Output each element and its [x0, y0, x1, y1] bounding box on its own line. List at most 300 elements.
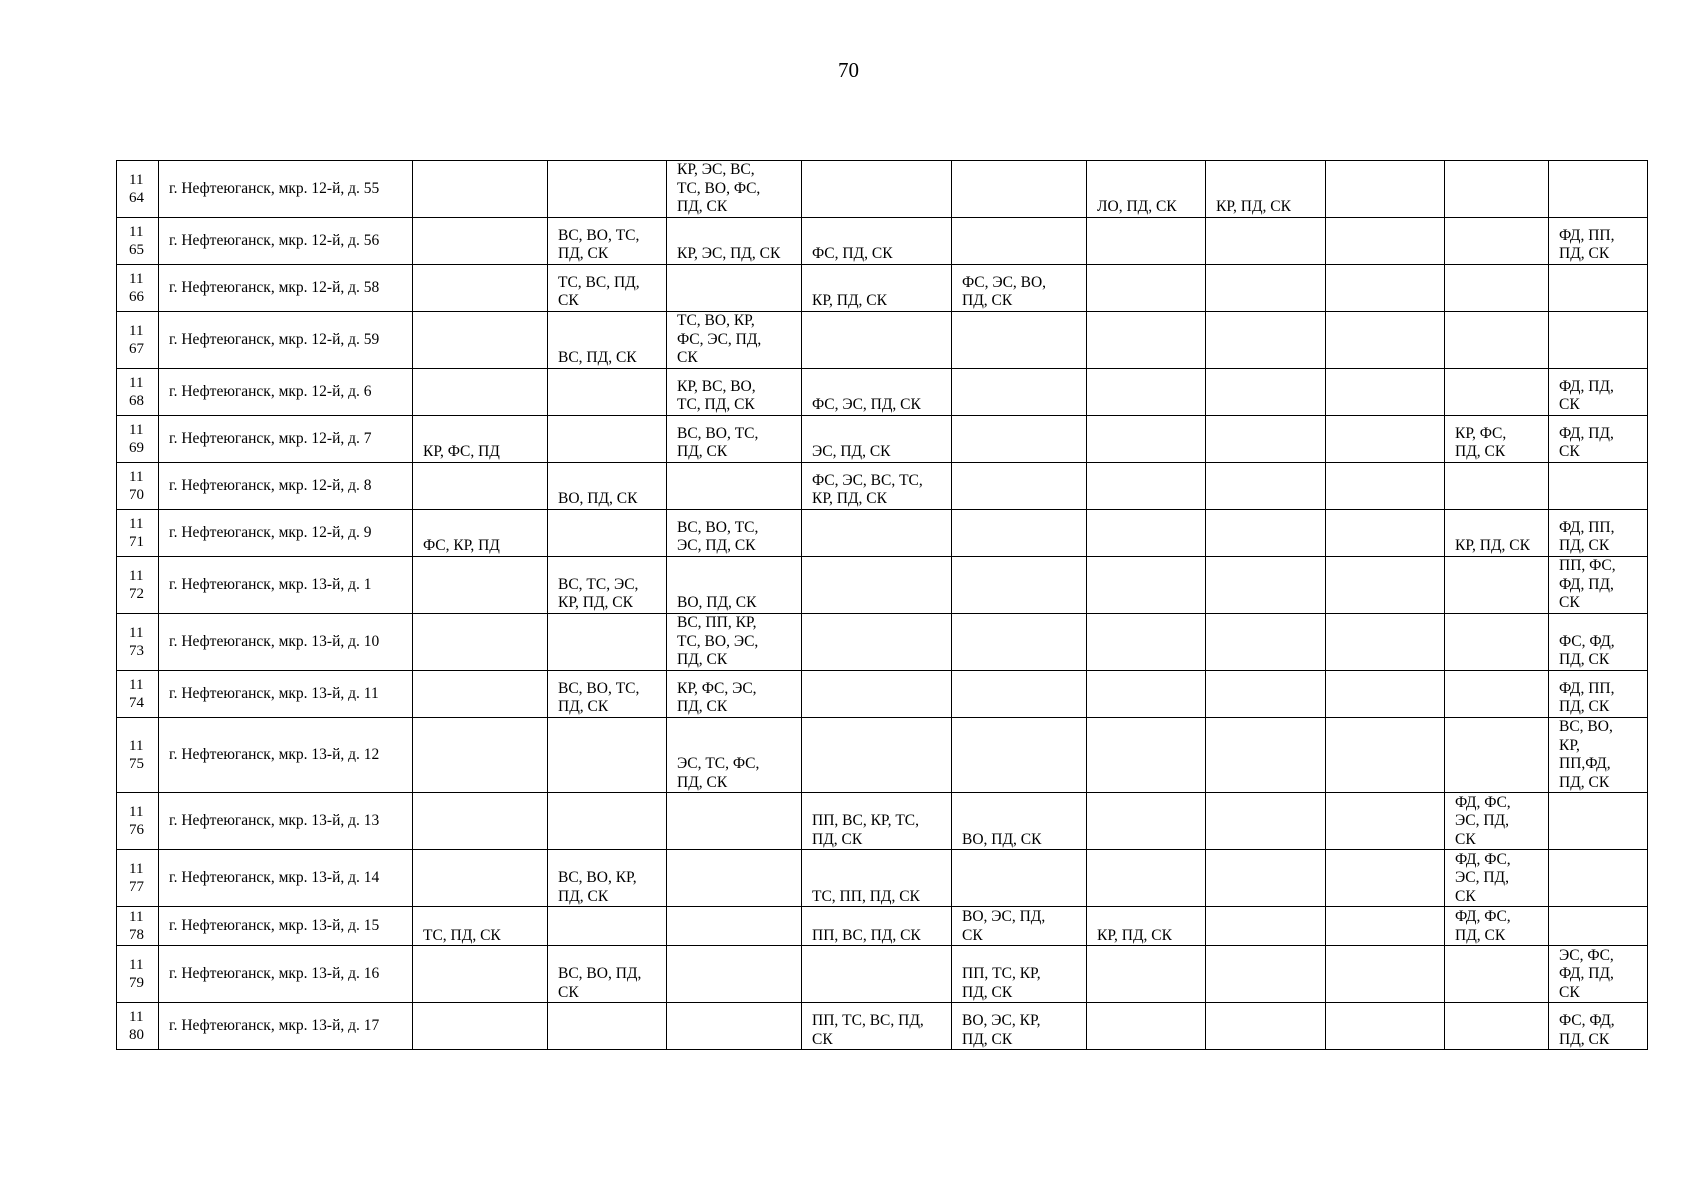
row-number-part: 79: [129, 975, 144, 992]
address-cell: г. Нефтеюганск, мкр. 12-й, д. 59: [159, 312, 413, 369]
table-row: [117, 718, 1648, 793]
work-type-line: ВО, ПД, СК: [962, 830, 1042, 848]
row-number-part: 11: [129, 422, 144, 438]
work-type-line: СК: [1455, 830, 1476, 848]
work-type-cell: [1549, 718, 1648, 793]
work-type-cell: [952, 671, 1087, 718]
work-type-line: ФС, ЭС, ПД,: [677, 330, 762, 348]
work-type-line: КР, ПД, СК: [1097, 926, 1172, 944]
row-number: [117, 614, 159, 671]
work-type-cell: [802, 161, 952, 218]
work-type-line: КР, ЭС, ВС,: [677, 161, 755, 179]
work-type-cell: [548, 510, 667, 557]
work-type-line: ВС, ВО, ПД,: [558, 965, 642, 983]
row-number: [117, 557, 159, 614]
address-cell: г. Нефтеюганск, мкр. 12-й, д. 7: [159, 416, 413, 463]
work-type-cell: [802, 907, 952, 946]
row-number-part: 70: [129, 487, 144, 503]
work-type-cell: [548, 557, 667, 614]
work-type-cell: [548, 718, 667, 793]
work-type-cell: [413, 850, 548, 907]
work-type-cell: [952, 416, 1087, 463]
work-type-cell: [413, 265, 548, 312]
row-number-part: 73: [129, 643, 144, 659]
address-cell: г. Нефтеюганск, мкр. 12-й, д. 55: [159, 161, 413, 218]
work-type-line: ПД, СК: [1559, 698, 1610, 716]
work-type-line: ФД, ПД,: [1559, 424, 1614, 442]
work-type-cell: [1326, 161, 1445, 218]
work-type-line: СК: [1559, 983, 1580, 1001]
work-type-cell: [413, 312, 548, 369]
work-type-line: ЭС, ТС, ФС,: [677, 755, 760, 773]
work-type-cell: [667, 463, 802, 510]
work-type-cell: [1445, 463, 1549, 510]
work-type-cell: [1206, 312, 1326, 369]
work-type-line: КР, ФС,: [1455, 424, 1507, 442]
work-type-cell: [1549, 369, 1648, 416]
row-number: [117, 312, 159, 369]
work-type-cell: [1206, 614, 1326, 671]
work-type-cell: [952, 265, 1087, 312]
row-number-part: 72: [129, 586, 144, 602]
table-row: [117, 312, 1648, 369]
work-type-cell: [413, 793, 548, 850]
row-number-part: 68: [129, 393, 144, 409]
work-type-line: КР, ФС, ПД: [423, 443, 500, 461]
work-type-cell: [413, 510, 548, 557]
work-type-cell: [667, 557, 802, 614]
table-row: [117, 1003, 1648, 1050]
address-cell: г. Нефтеюганск, мкр. 13-й, д. 1: [159, 557, 413, 614]
row-number-part: 11: [129, 469, 144, 485]
work-type-line: ЭС, ПД, СК: [677, 537, 756, 555]
work-type-cell: [1445, 265, 1549, 312]
work-type-line: ТС, ВС, ПД,: [558, 273, 640, 291]
work-type-line: ВС, ВО, КР,: [558, 869, 637, 887]
table-row: [117, 265, 1648, 312]
work-type-cell: [548, 1003, 667, 1050]
work-type-cell: [802, 793, 952, 850]
row-number-part: 11: [129, 1009, 144, 1026]
work-type-line: ФД, ПД,: [1559, 575, 1614, 593]
work-type-cell: [1087, 614, 1206, 671]
table-row: [117, 463, 1648, 510]
work-type-cell: [1445, 369, 1549, 416]
work-type-line: ФС, КР, ПД: [423, 537, 500, 555]
work-type-cell: [802, 718, 952, 793]
work-type-cell: [1326, 416, 1445, 463]
work-type-cell: [667, 218, 802, 265]
work-type-line: ПД, СК: [677, 651, 728, 669]
work-type-cell: [1326, 850, 1445, 907]
work-type-line: ВО, ЭС, ПД,: [962, 908, 1046, 926]
work-type-cell: [667, 265, 802, 312]
work-type-cell: [1445, 946, 1549, 1003]
work-type-line: ТС, ПД, СК: [423, 926, 501, 944]
work-type-cell: [667, 161, 802, 218]
work-type-line: КР, ПД, СК: [812, 490, 887, 508]
work-type-cell: [667, 946, 802, 1003]
work-type-line: ПД, СК: [677, 198, 728, 216]
work-type-cell: [952, 614, 1087, 671]
row-number-part: 11: [129, 568, 144, 584]
row-number-part: 69: [129, 440, 144, 456]
work-type-line: СК: [558, 983, 579, 1001]
work-type-cell: [1206, 557, 1326, 614]
work-type-line: ЭС, ПД, СК: [812, 443, 891, 461]
work-type-line: ПД, СК: [1455, 443, 1506, 461]
work-type-cell: [1326, 718, 1445, 793]
work-type-line: ТС, ВО, КР,: [677, 312, 755, 330]
work-type-line: ФС, ПД, СК: [812, 245, 893, 263]
row-number-part: 67: [129, 341, 144, 357]
table-row: [117, 907, 1648, 946]
row-number: [117, 946, 159, 1003]
work-type-cell: [1087, 463, 1206, 510]
work-type-cell: [802, 614, 952, 671]
work-type-line: СК: [1559, 594, 1580, 612]
work-type-line: ПД, СК: [1559, 245, 1610, 263]
work-type-line: КР, ЭС, ПД, СК: [677, 245, 781, 263]
work-type-cell: [413, 161, 548, 218]
address-cell: г. Нефтеюганск, мкр. 12-й, д. 8: [159, 463, 413, 510]
work-type-cell: [548, 850, 667, 907]
work-type-cell: [1087, 946, 1206, 1003]
work-type-cell: [1549, 510, 1648, 557]
address-cell: г. Нефтеюганск, мкр. 13-й, д. 16: [159, 946, 413, 1003]
address-cell: г. Нефтеюганск, мкр. 13-й, д. 11: [159, 671, 413, 718]
work-type-line: ФС, ФД,: [1559, 632, 1615, 650]
work-type-line: ТС, ПД, СК: [677, 396, 755, 414]
address-cell: г. Нефтеюганск, мкр. 12-й, д. 6: [159, 369, 413, 416]
work-type-cell: [1206, 850, 1326, 907]
address-cell: г. Нефтеюганск, мкр. 12-й, д. 56: [159, 218, 413, 265]
work-type-line: ВС, ВО, ТС,: [677, 518, 759, 536]
row-number-part: 75: [129, 756, 144, 773]
work-type-line: ТС, ВО, ЭС,: [677, 632, 759, 650]
work-type-cell: [548, 161, 667, 218]
work-type-line: ПП,ФД,: [1559, 755, 1611, 773]
work-type-cell: [952, 1003, 1087, 1050]
work-type-cell: [667, 671, 802, 718]
work-type-cell: [1445, 312, 1549, 369]
work-type-line: ЭС, ПД,: [1455, 812, 1509, 830]
work-type-cell: [548, 614, 667, 671]
row-number: [117, 161, 159, 218]
work-type-cell: [802, 369, 952, 416]
work-type-cell: [413, 946, 548, 1003]
work-type-line: КР, ПД, СК: [558, 594, 633, 612]
address-cell: г. Нефтеюганск, мкр. 13-й, д. 13: [159, 793, 413, 850]
work-type-cell: [1549, 218, 1648, 265]
work-type-line: ФС, ЭС, ПД, СК: [812, 396, 921, 414]
work-type-line: ТС, ПП, ПД, СК: [812, 887, 920, 905]
table-row: [117, 614, 1648, 671]
work-type-cell: [802, 463, 952, 510]
table-row: [117, 793, 1648, 850]
row-number-part: 11: [129, 271, 144, 287]
work-type-cell: [802, 218, 952, 265]
work-type-cell: [1087, 850, 1206, 907]
work-type-cell: [952, 907, 1087, 946]
work-type-cell: [952, 312, 1087, 369]
work-type-cell: [1087, 218, 1206, 265]
address-cell: г. Нефтеюганск, мкр. 13-й, д. 17: [159, 1003, 413, 1050]
work-type-line: ПД, СК: [962, 983, 1013, 1001]
work-type-line: ФС, ЭС, ВО,: [962, 273, 1047, 291]
row-number: [117, 718, 159, 793]
work-type-cell: [413, 907, 548, 946]
address-cell: г. Нефтеюганск, мкр. 13-й, д. 14: [159, 850, 413, 907]
row-number-part: 11: [129, 738, 144, 755]
row-number-part: 11: [129, 677, 144, 693]
table-row: [117, 218, 1648, 265]
work-type-line: ФД, ПД,: [1559, 377, 1614, 395]
work-type-line: ЭС, ПД,: [1455, 869, 1509, 887]
work-type-cell: [548, 218, 667, 265]
row-number: [117, 416, 159, 463]
table-row: [117, 850, 1648, 907]
table-row: [117, 671, 1648, 718]
work-type-line: ВС, ВО,: [1559, 718, 1613, 735]
work-type-line: СК: [1559, 396, 1580, 414]
work-type-line: ФД, ПП,: [1559, 679, 1615, 697]
work-type-cell: [1445, 793, 1549, 850]
work-type-cell: [952, 557, 1087, 614]
work-type-cell: [1445, 671, 1549, 718]
work-type-cell: [1206, 416, 1326, 463]
work-type-line: ВО, ПД, СК: [677, 594, 757, 612]
work-type-cell: [413, 416, 548, 463]
work-type-line: ПД, СК: [1559, 537, 1610, 555]
work-type-cell: [1549, 671, 1648, 718]
address-cell: г. Нефтеюганск, мкр. 12-й, д. 9: [159, 510, 413, 557]
work-type-cell: [1445, 907, 1549, 946]
work-type-line: ПП, ТС, ВС, ПД,: [812, 1012, 924, 1030]
work-type-cell: [1326, 463, 1445, 510]
work-type-cell: [1326, 218, 1445, 265]
work-type-cell: [1087, 907, 1206, 946]
row-number-part: 11: [129, 957, 144, 974]
work-type-cell: [952, 510, 1087, 557]
row-number-part: 77: [129, 879, 144, 896]
work-type-cell: [1087, 161, 1206, 218]
work-type-cell: [1206, 1003, 1326, 1050]
work-type-cell: [1549, 946, 1648, 1003]
work-type-cell: [548, 946, 667, 1003]
work-type-line: ПД, СК: [1559, 1030, 1610, 1048]
work-type-line: ФД, ПП,: [1559, 518, 1615, 536]
work-type-cell: [667, 850, 802, 907]
work-type-cell: [1206, 718, 1326, 793]
work-type-cell: [548, 793, 667, 850]
work-type-cell: [1549, 614, 1648, 671]
work-type-line: ПП, ВС, ПД, СК: [812, 926, 921, 944]
work-type-cell: [548, 369, 667, 416]
table-row: [117, 510, 1648, 557]
work-type-cell: [802, 312, 952, 369]
row-number: [117, 265, 159, 312]
work-type-cell: [413, 718, 548, 793]
row-number-part: 71: [129, 534, 144, 550]
work-type-cell: [667, 312, 802, 369]
work-type-cell: [952, 369, 1087, 416]
work-type-cell: [1206, 946, 1326, 1003]
row-number: [117, 369, 159, 416]
work-type-line: КР, ПД, СК: [812, 292, 887, 310]
work-type-line: ФС, ФД,: [1559, 1012, 1615, 1030]
work-type-cell: [1087, 1003, 1206, 1050]
work-type-cell: [548, 907, 667, 946]
work-type-cell: [952, 218, 1087, 265]
work-type-line: ВО, ПД, СК: [558, 490, 638, 508]
work-type-line: ФД, ФС,: [1455, 850, 1511, 868]
work-type-cell: [1206, 510, 1326, 557]
row-number: [117, 218, 159, 265]
work-type-line: ПД, СК: [558, 245, 609, 263]
work-type-cell: [1549, 793, 1648, 850]
work-type-cell: [1445, 557, 1549, 614]
work-type-cell: [1549, 907, 1648, 946]
work-type-cell: [1087, 793, 1206, 850]
row-number-part: 11: [129, 861, 144, 878]
work-type-cell: [1549, 161, 1648, 218]
row-number-part: 11: [129, 224, 144, 240]
work-type-cell: [1445, 850, 1549, 907]
work-type-cell: [413, 557, 548, 614]
address-cell: г. Нефтеюганск, мкр. 12-й, д. 58: [159, 265, 413, 312]
work-type-cell: [413, 369, 548, 416]
work-type-cell: [1087, 718, 1206, 793]
work-type-cell: [1326, 671, 1445, 718]
table-row: [117, 161, 1648, 218]
work-type-line: ПД, СК: [1559, 651, 1610, 669]
work-type-cell: [1445, 510, 1549, 557]
work-type-line: КР, ВС, ВО,: [677, 377, 756, 395]
work-type-cell: [1445, 416, 1549, 463]
work-type-cell: [802, 510, 952, 557]
work-type-line: ПП, ТС, КР,: [962, 965, 1041, 983]
work-type-line: ЛО, ПД, СК: [1097, 198, 1177, 216]
row-number-part: 66: [129, 289, 144, 305]
row-number: [117, 1003, 159, 1050]
address-cell: г. Нефтеюганск, мкр. 13-й, д. 12: [159, 718, 413, 793]
work-type-cell: [1326, 614, 1445, 671]
work-type-cell: [1326, 557, 1445, 614]
row-number: [117, 907, 159, 946]
work-type-cell: [1326, 369, 1445, 416]
work-type-cell: [1445, 218, 1549, 265]
work-type-cell: [1326, 946, 1445, 1003]
row-number-part: 74: [129, 695, 144, 711]
work-type-cell: [802, 1003, 952, 1050]
row-number-part: 80: [129, 1027, 144, 1044]
work-type-cell: [1087, 265, 1206, 312]
work-type-cell: [413, 218, 548, 265]
work-type-cell: [1326, 793, 1445, 850]
work-type-line: ПД, СК: [677, 443, 728, 461]
work-type-cell: [413, 1003, 548, 1050]
address-cell: г. Нефтеюганск, мкр. 13-й, д. 10: [159, 614, 413, 671]
work-type-line: ВС, ВО, ТС,: [558, 679, 640, 697]
work-type-line: ВС, ВО, ТС,: [677, 424, 759, 442]
work-type-cell: [1326, 1003, 1445, 1050]
work-type-line: ПД, СК: [558, 887, 609, 905]
row-number-part: 11: [129, 625, 144, 641]
work-type-line: СК: [1455, 887, 1476, 905]
row-number-part: 11: [129, 375, 144, 391]
work-type-cell: [1326, 510, 1445, 557]
row-number: [117, 463, 159, 510]
work-type-cell: [1206, 369, 1326, 416]
work-type-line: ФД, ФС,: [1455, 793, 1511, 811]
address-cell: г. Нефтеюганск, мкр. 13-й, д. 15: [159, 907, 413, 946]
work-type-line: ФС, ЭС, ВС, ТС,: [812, 471, 923, 489]
row-number: [117, 850, 159, 907]
work-type-line: ПП, ВС, КР, ТС,: [812, 812, 920, 830]
work-type-line: ПД, СК: [962, 292, 1013, 310]
work-type-cell: [1206, 907, 1326, 946]
work-type-cell: [667, 907, 802, 946]
work-type-line: ПД, СК: [558, 698, 609, 716]
work-type-cell: [1087, 557, 1206, 614]
table-row: [117, 557, 1648, 614]
row-number-part: 78: [129, 927, 144, 944]
work-type-cell: [667, 614, 802, 671]
work-type-cell: [1549, 265, 1648, 312]
work-type-cell: [1549, 850, 1648, 907]
table-row: [117, 369, 1648, 416]
work-type-cell: [952, 718, 1087, 793]
work-type-line: ВС, ПД, СК: [558, 349, 637, 367]
row-number-part: 11: [129, 323, 144, 339]
work-type-line: КР,: [1559, 736, 1580, 754]
work-type-line: КР, ПД, СК: [1216, 198, 1291, 216]
work-type-line: ПД, СК: [812, 830, 863, 848]
work-type-cell: [802, 557, 952, 614]
row-number: [117, 510, 159, 557]
work-type-cell: [1549, 463, 1648, 510]
work-type-cell: [1326, 907, 1445, 946]
work-type-cell: [802, 671, 952, 718]
work-type-cell: [1206, 161, 1326, 218]
work-type-line: СК: [962, 926, 983, 944]
work-type-cell: [413, 463, 548, 510]
row-number-part: 11: [129, 909, 144, 926]
row-number-part: 64: [129, 190, 144, 206]
work-type-cell: [667, 718, 802, 793]
work-type-cell: [952, 463, 1087, 510]
work-type-cell: [548, 416, 667, 463]
work-type-cell: [1087, 312, 1206, 369]
work-type-cell: [1549, 557, 1648, 614]
work-type-cell: [1206, 265, 1326, 312]
work-type-line: ВС, ПП, КР,: [677, 614, 757, 632]
work-type-line: ПД, СК: [962, 1030, 1013, 1048]
row-number-part: 11: [129, 804, 144, 821]
work-type-cell: [1206, 671, 1326, 718]
work-type-cell: [1206, 463, 1326, 510]
work-type-cell: [802, 946, 952, 1003]
row-number-part: 11: [129, 516, 144, 532]
work-type-line: ПД, СК: [1455, 926, 1506, 944]
work-type-line: КР, ПД, СК: [1455, 537, 1530, 555]
work-type-line: СК: [677, 349, 698, 367]
work-type-line: СК: [558, 292, 579, 310]
work-type-line: ПП, ФС,: [1559, 557, 1616, 575]
work-type-cell: [667, 793, 802, 850]
work-type-cell: [802, 265, 952, 312]
